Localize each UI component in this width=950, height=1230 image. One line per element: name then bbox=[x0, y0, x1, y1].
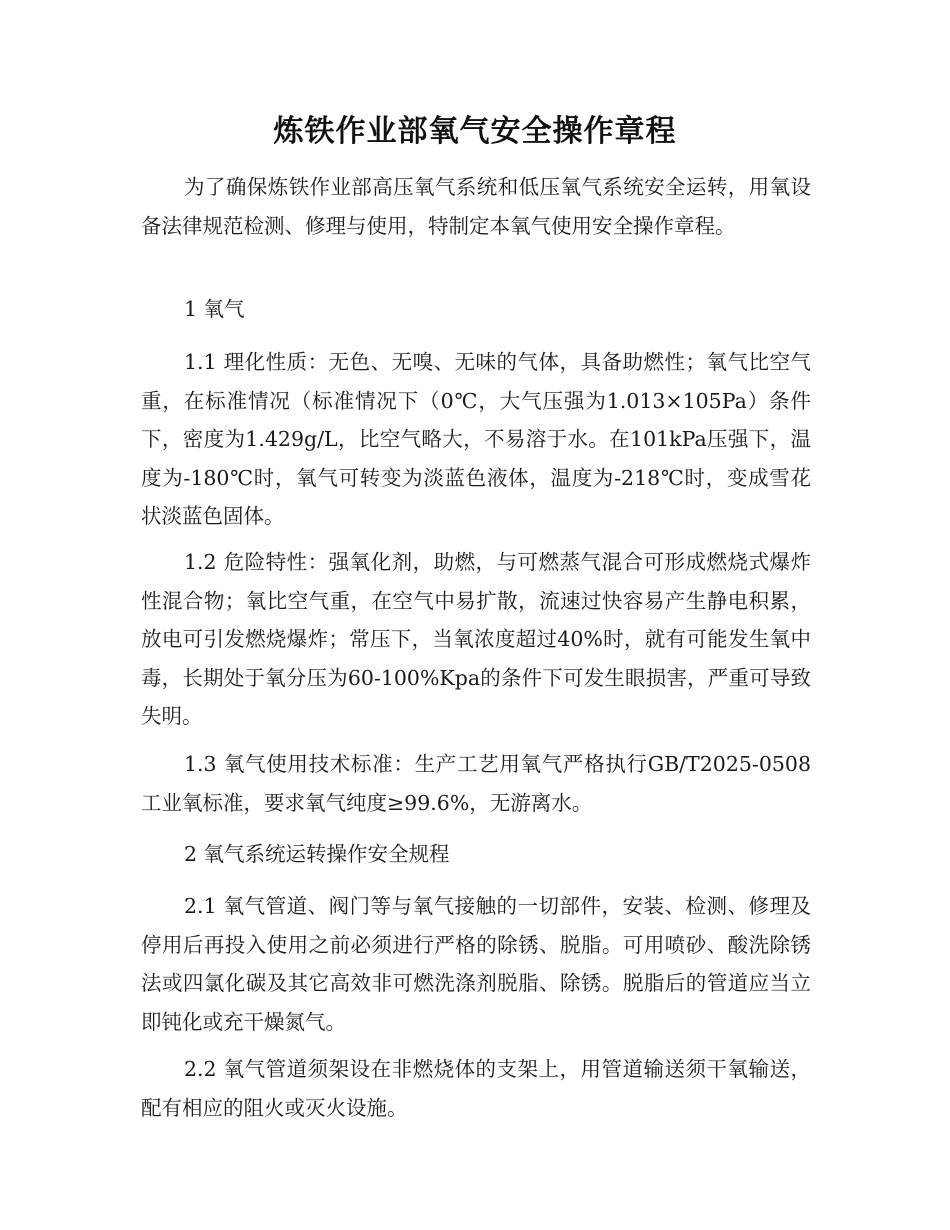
document-title: 炼铁作业部氧气安全操作章程 bbox=[273, 114, 677, 149]
paragraph-1-1: 1.1 理化性质：无色、无嗅、无味的气体，具备助燃性；氧气比空气重，在标准情况（标准情况下（0℃，大气压强为1.013×105Pa）条件下，密度为1.429g/L，比空气略大，不易溶于水。在101kPa压强下，温度为-180℃时，氧气可转变为淡蓝色液体，温度为-218℃时，变成雪花状淡蓝色固体。 bbox=[141, 350, 811, 528]
paragraph-1-3: 1.3 氧气使用技术标准：生产工艺用氧气严格执行GB/T2025-0508工业氧标准，要求氧气纯度≥99.6%，无游离水。 bbox=[141, 752, 811, 815]
section-heading-1: 1 氧气 bbox=[184, 297, 245, 321]
section-heading-2: 2 氧气系统运转操作安全规程 bbox=[184, 842, 450, 866]
paragraph-intro: 为了确保炼铁作业部高压氧气系统和低压氧气系统安全运转，用氧设备法律规范检测、修理与使用，特制定本氧气使用安全操作章程。 bbox=[141, 175, 811, 238]
paragraph-2-2: 2.2 氧气管道须架设在非燃烧体的支架上，用管道输送须干氧输送，配有相应的阻火或灭火设施。 bbox=[141, 1057, 811, 1120]
paragraph-2-1: 2.1 氧气管道、阀门等与氧气接触的一切部件，安装、检测、修理及停用后再投入使用之前必须进行严格的除锈、脱脂。可用喷砂、酸洗除锈法或四氯化碳及其它高效非可燃洗涤剂脱脂、除锈。脱脂后的管道应当立即钝化或充干燥氮气。 bbox=[141, 894, 811, 1034]
paragraph-1-2: 1.2 危险特性：强氧化剂，助燃，与可燃蒸气混合可形成燃烧式爆炸性混合物；氧比空气重，在空气中易扩散，流速过快容易产生静电积累，放电可引发燃烧爆炸；常压下，当氧浓度超过40%时，就有可能发生氧中毒，长期处于氧分压为60-100%Kpa的条件下可发生眼损害，严重可导致失明。 bbox=[141, 550, 811, 728]
